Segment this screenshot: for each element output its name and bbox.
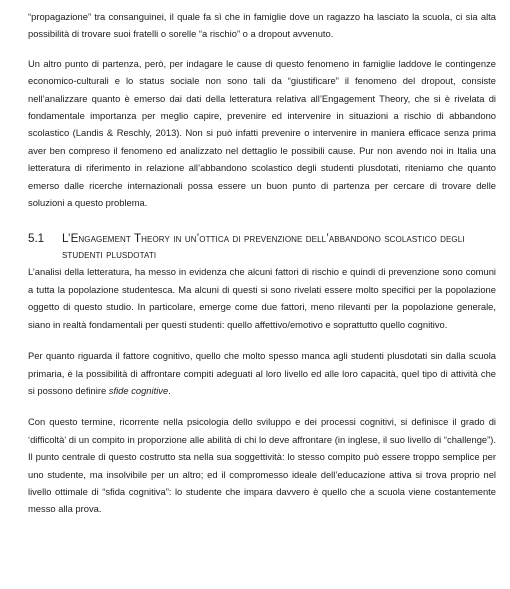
section-title: L’Engagement Theory in un’ottica di prevenzione dell’abbandono scolastico degli studenti plusdotati: [62, 232, 465, 262]
paragraph-fattore-cognitivo-text: Per quanto riguarda il fattore cognitivo, quello che molto spesso manca agli studenti plusdotati sin dalla scuola primaria, è la possibilità di affrontare compiti adeguati al loro livello ed alle loro capacità, quel tipo di attività che si possono definire: [28, 350, 496, 396]
section-number: 5.1: [28, 232, 45, 246]
paragraph-fattore-cognitivo: [28, 347, 496, 399]
paragraph-analisi-letteratura: L’analisi della letteratura, ha messo in evidenza che alcuni fattori di rischio e quindi di prevenzione sono comuni a tutta la popolazione studentesca. Ma alcuni di questi si sono rivelati essere molto specifici per la popolazione oggetto di questo studio. In particolare, emerge come due fattori, meno rilevanti per la popolazione generale, siano in realtà fondamentali per questi studenti: quello affettivo/emotivo e soprattutto quello cognitivo.: [28, 266, 496, 330]
paragraph-engagement-theory-intro: Un altro punto di partenza, però, per indagare le cause di questo fenomeno in famiglie laddove le contingenze economico-culturali e lo status sociale non sono tali da “giustificare” il fenomeno del dropout, consiste nell’analizzare quanto è emerso dai dati della letteratura relativa all’Engagement Theory, che si è rivelata di fondamentale importanza per meglio capire, prevenire ed intervenire in situazioni a rischio di abbandono scolastico (Landis & Reschly, 2013). Non si può infatti prevenire o intervenire in maniera efficace senza prima aver ben compreso il fenomeno ed analizzato nel dettaglio le possibili cause. Pur non avendo noi in Italia una letteratura di riferimento in relazione all’abbandono scolastico degli studenti plusdotati, riteniamo che quanto emerso dalle ricerche internazionali possa essere un buon punto di partenza per cercare di trovare delle soluzioni a questo problema.: [28, 57, 496, 209]
paragraph-propagazione: “propagazione” tra consanguinei, il quale fa sì che in famiglie dove un ragazzo ha lasciato la scuola, ci sia alta possibilità di trovare suoi fratelli o sorelle “a rischio” o a dropout avvenuto.: [28, 11, 496, 40]
document-page: [28, 8, 496, 518]
section-heading: [28, 231, 496, 263]
emphasis-sfide-cognitive: sfide cognitive: [108, 384, 169, 396]
paragraph-fattore-cognitivo-end: .: [168, 384, 171, 396]
paragraph-sfida-cognitiva: Con questo termine, ricorrente nella psicologia dello sviluppo e dei processi cognitivi, si definisce il grado di ‘difficoltà’ di un compito in proporzione alle abilità di chi lo deve affrontare (in inglese, il suo livello di “challenge”). Il punto centrale di questo costrutto sta nella sua soggettività: lo stesso compito può essere troppo semplice per uno studente, ma insolvibile per un altro; ed il compromesso ideale dell’educazione attiva si trova proprio nel livello ottimale di “sfida cognitiva”: lo studente che impara davvero è quello che a scuola viene costantemente messo alla prova.: [28, 416, 496, 515]
